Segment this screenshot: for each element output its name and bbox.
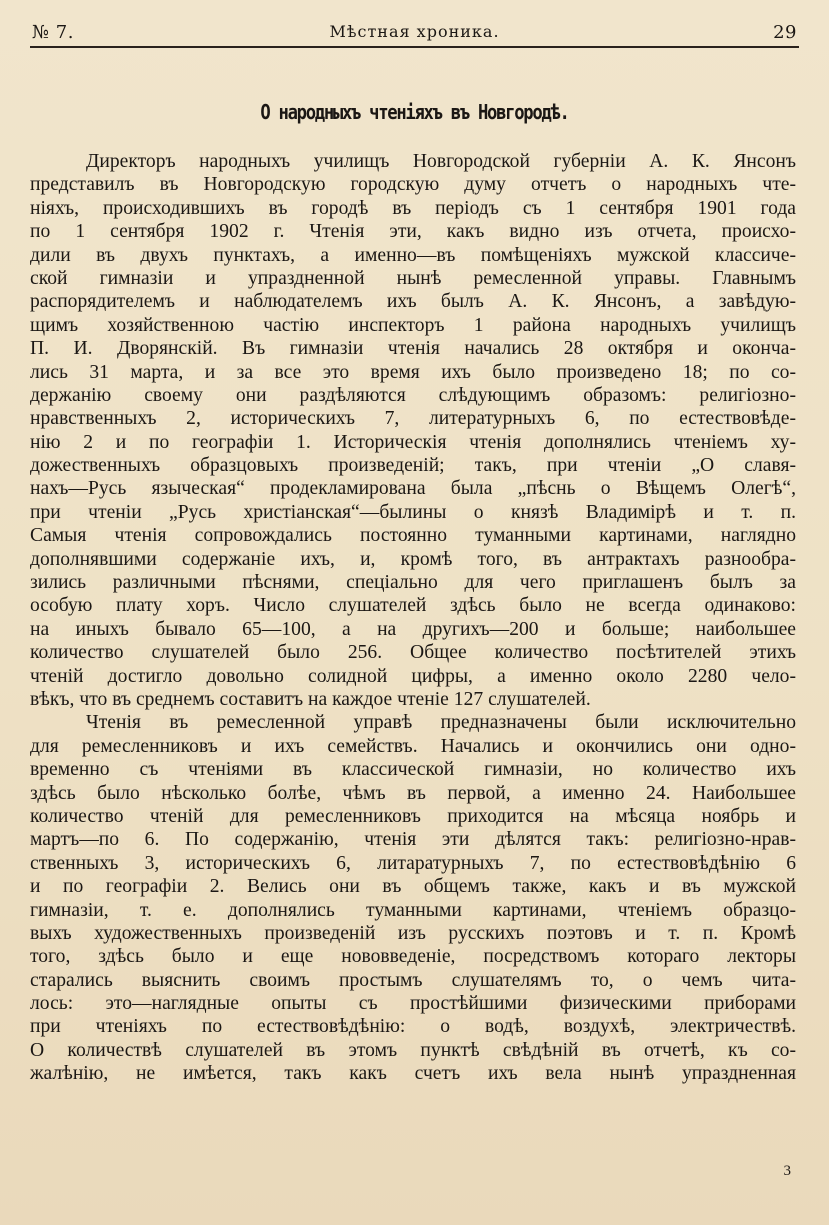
article-title: О народныхъ чтеніяхъ въ Новгородѣ. bbox=[260, 100, 569, 124]
text-line: здѣсь было нѣсколько болѣе, чѣмъ въ первой, а именно 24. Наибольшее bbox=[30, 782, 796, 804]
text-line: нахъ—Русь языческая“ продекламирована была „пѣснь о Вѣщемъ Олегѣ“, bbox=[30, 478, 796, 500]
text-line: количество слушателей было 256. Общее количество посѣтителей этихъ bbox=[30, 642, 796, 664]
text-line: при чтеніяхъ по естествовѣдѣнію: о водѣ, воздухѣ, электричествѣ. bbox=[30, 1016, 796, 1038]
text-line: распорядителемъ и наблюдателемъ ихъ былъ А. К. Янсонъ, а завѣдую- bbox=[30, 291, 796, 313]
text-line: Директоръ народныхъ училищъ Новгородской губерніи А. К. Янсонъ bbox=[86, 151, 796, 172]
text-line: дожественныхъ образцовыхъ произведеній; такъ, при чтеніи „О славя- bbox=[30, 455, 796, 477]
text-line: того, здѣсь было и еще нововведеніе, посредствомъ котораго лекторы bbox=[30, 946, 796, 968]
text-line: Самыя чтенія сопровождались постоянно туманными картинами, наглядно bbox=[30, 525, 796, 547]
signature-mark: 3 bbox=[783, 1163, 791, 1179]
text-line: вѣкъ, что въ среднемъ составитъ на каждое чтеніе 127 слушателей. bbox=[30, 688, 591, 710]
text-line: для ремесленниковъ и ихъ семействъ. Начались и окончились они одно- bbox=[30, 735, 796, 757]
text-line: количество чтеній для ремесленниковъ приходится на мѣсяца ноябрь и bbox=[30, 805, 796, 827]
text-line: ственныхъ 3, историческихъ 6, литаратурныхъ 7, по естествовѣдѣнію 6 bbox=[30, 852, 796, 874]
text-line: по 1 сентября 1902 г. Чтенія эти, какъ видно изъ отчета, происхо- bbox=[30, 221, 796, 243]
text-line: лось: это—наглядные опыты съ простѣйшими физическими приборами bbox=[30, 993, 796, 1015]
text-line: и по географіи 2. Велись они въ общемъ также, какъ и въ мужской bbox=[30, 876, 796, 898]
text-line: О количествѣ слушателей въ этомъ пунктѣ свѣдѣній въ отчетѣ, къ со- bbox=[30, 1039, 796, 1061]
text-line: гимназіи, т. е. дополнялись туманными картинами, чтеніемъ образцо- bbox=[30, 899, 796, 921]
text-line: держанію своему они раздѣляются слѣдующимъ образомъ: религіозно- bbox=[30, 384, 796, 406]
text-line: нію 2 и по географіи 1. Историческія чтенія дополнялись чтеніемъ ху- bbox=[30, 431, 796, 453]
text-line: жалѣнію, не имѣется, такъ какъ счетъ ихъ вела нынѣ упраздненная bbox=[30, 1063, 796, 1085]
text-line: щимъ хозяйственною частію инспекторъ 1 района народныхъ училищъ bbox=[30, 314, 796, 336]
text-line: дополнявшими содержаніе ихъ, и, кромѣ того, въ антрактахъ разнообра- bbox=[30, 548, 796, 570]
text-line: старались выяснить своимъ простымъ слушателямъ то, о чемъ чита- bbox=[30, 969, 796, 991]
text-line: чтеній достигло довольно солидной цифры, а именно около 2280 чело- bbox=[30, 665, 796, 687]
text-line: П. И. Дворянскій. Въ гимназіи чтенія начались 28 октября и оконча- bbox=[30, 338, 796, 360]
text-line: представилъ въ Новгородскую городскую думу отчетъ о народныхъ чте- bbox=[30, 174, 796, 196]
running-head bbox=[30, 18, 799, 48]
text-line: особую плату хоръ. Число слушателей здѣсь было не всегда одинаково: bbox=[30, 595, 796, 617]
page-number: 29 bbox=[773, 22, 797, 43]
text-line: мартъ—по 6. По содержанію, чтенія эти дѣлятся такъ: религіозно-нрав- bbox=[30, 829, 796, 851]
text-line: дили въ двухъ пунктахъ, а именно—въ помѣщеніяхъ мужской классиче- bbox=[30, 244, 796, 266]
issue-number: № 7. bbox=[32, 22, 74, 43]
text-line: лись 31 марта, и за все это время ихъ было произведено 18; по со- bbox=[30, 361, 796, 383]
text-line: зились различными пѣснями, спеціально для чего приглашенъ былъ за bbox=[30, 572, 796, 594]
article-body bbox=[30, 150, 796, 1086]
text-line: на иныхъ бывало 65—100, а на другихъ—200 и больше; наибольшее bbox=[30, 618, 796, 640]
text-line: ской гимназіи и упраздненной нынѣ ремесленной управы. Главнымъ bbox=[30, 267, 796, 289]
text-line: Чтенія въ ремесленной управѣ предназначены были исключительно bbox=[86, 712, 796, 734]
text-line: ніяхъ, происходившихъ въ городѣ въ періодъ съ 1 сентября 1901 года bbox=[30, 197, 796, 219]
section-title: Мѣстная хроника. bbox=[329, 22, 500, 41]
text-line: нравственныхъ 2, историческихъ 7, литературныхъ 6, по естествовѣде- bbox=[30, 408, 796, 430]
text-line: временно съ чтеніями въ классической гимназіи, но количество ихъ bbox=[30, 759, 796, 781]
text-line: выхъ художественныхъ произведеній изъ русскихъ поэтовъ и т. п. Кромѣ bbox=[30, 922, 796, 944]
text-line: при чтеніи „Русь христіанская“—былины о князѣ Владимірѣ и т. п. bbox=[30, 501, 796, 523]
